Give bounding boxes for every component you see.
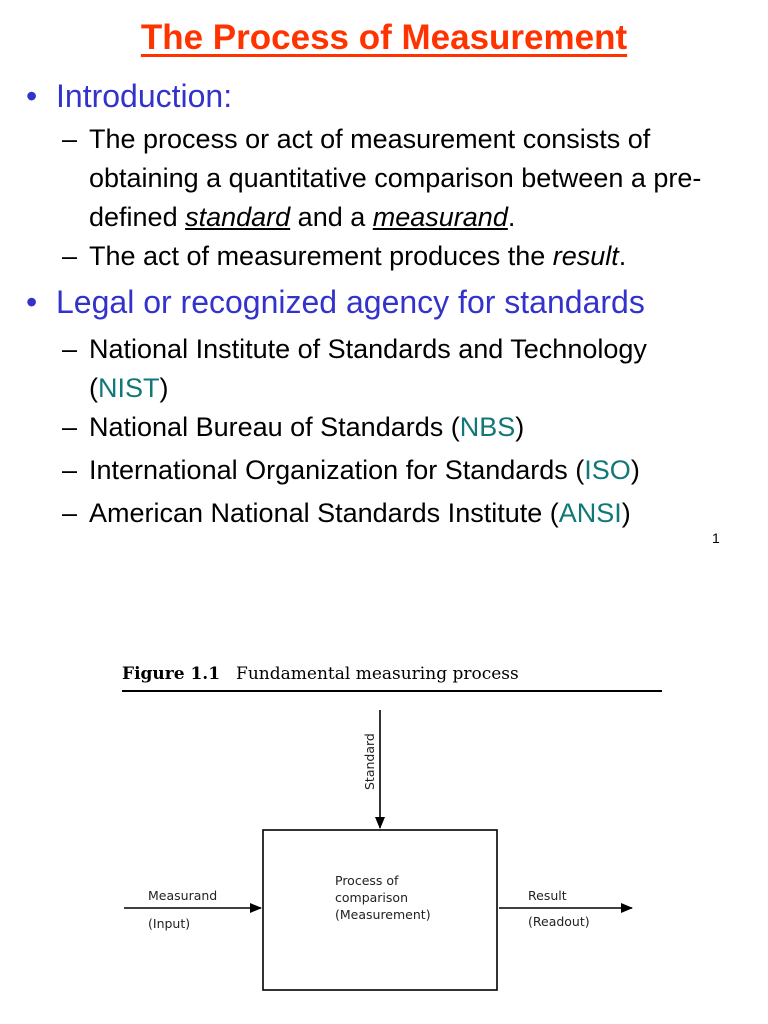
input-sub-label: (Input) xyxy=(148,916,191,931)
output-label: Result xyxy=(528,888,567,903)
agency-name: National Bureau of Standards xyxy=(89,412,444,442)
agency-item: – National Bureau of Standards (NBS) xyxy=(62,408,732,447)
intro-item-1-text: The process or act of measurement consists of obtaining a quantitative comparison between a pre-defined standard and a measurand. xyxy=(89,124,702,232)
intro-item-2-text: The act of measurement produces the result. xyxy=(89,241,627,271)
process-line: (Measurement) xyxy=(335,907,431,922)
figure-caption-text: Fundamental measuring process xyxy=(236,664,519,684)
input-label: Measurand xyxy=(148,888,218,903)
agency-item: – International Organization for Standards (ISO) xyxy=(62,451,732,490)
agency-abbr: NIST xyxy=(98,373,160,403)
dash-marker: – xyxy=(62,124,78,154)
figure xyxy=(0,650,768,1024)
page-number: 1 xyxy=(712,530,720,546)
agency-abbr: NBS xyxy=(459,412,516,442)
dash-marker: – xyxy=(62,498,78,528)
bullet-agencies xyxy=(26,284,645,321)
agency-name: National Institute of Standards and Technology xyxy=(89,334,647,364)
output-sub-label: (Readout) xyxy=(528,914,590,929)
bullet-label: Legal or recognized agency for standards xyxy=(56,284,645,320)
intro-item-1 xyxy=(62,120,732,237)
term-result: result xyxy=(552,241,619,271)
agency-name: American National Standards Institute xyxy=(89,498,543,528)
dash-marker: – xyxy=(62,241,78,271)
agency-abbr: ANSI xyxy=(558,498,622,528)
intro-item-2 xyxy=(62,237,732,276)
slide-title: The Process of Measurement xyxy=(140,18,628,57)
dash-marker: – xyxy=(62,334,78,364)
bullet-dot: • xyxy=(26,78,38,114)
process-line: Process of xyxy=(335,873,399,888)
dash-marker: – xyxy=(62,455,78,485)
agency-name: International Organization for Standards xyxy=(89,455,568,485)
process-line: comparison xyxy=(335,890,408,905)
bullet-introduction xyxy=(26,78,232,115)
term-measurand: measurand xyxy=(372,202,508,232)
measurement-diagram xyxy=(0,650,768,1024)
term-standard: standard xyxy=(185,202,291,232)
agency-item: – National Institute of Standards and Technology (NIST) xyxy=(62,330,732,408)
bullet-label: Introduction: xyxy=(56,78,233,114)
dash-marker: – xyxy=(62,412,78,442)
figure-number: Figure 1.1 xyxy=(122,664,221,684)
agency-item: – American National Standards Institute (ANSI) xyxy=(62,494,732,533)
standard-label: Standard xyxy=(362,733,377,790)
bullet-dot: • xyxy=(26,284,38,320)
agency-abbr: ISO xyxy=(584,455,631,485)
